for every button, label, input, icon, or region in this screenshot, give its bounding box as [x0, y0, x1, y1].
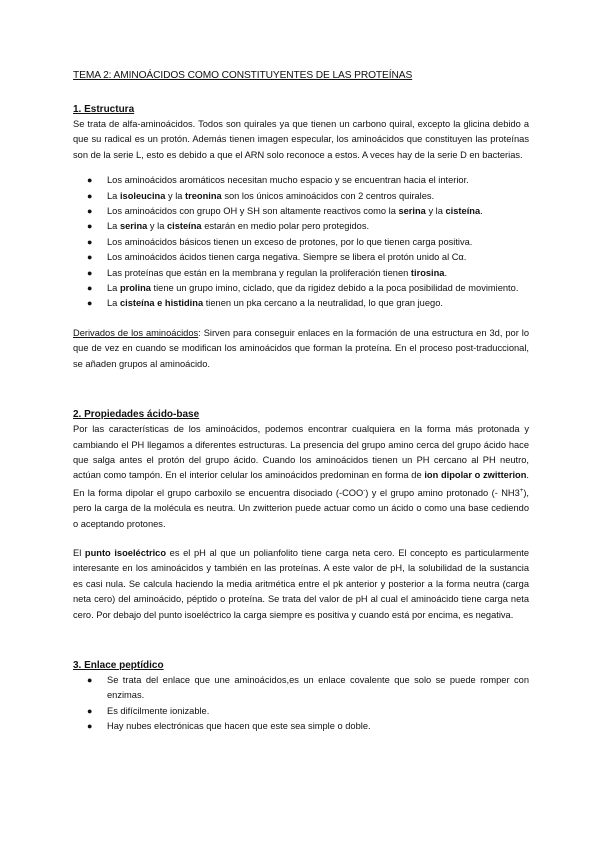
list-item: ● Los aminoácidos con grupo OH y SH son altamente reactivos como la serina y la cisteína.	[87, 206, 483, 217]
list-item: ● La isoleucina y la treonina son los únicos aminoácidos con 2 centros quirales.	[87, 190, 435, 201]
list-item: ● La prolina tiene un grupo imino, ciclado, que da rigidez debido a la poca posibilidad de movimiento.	[87, 283, 519, 294]
list-item: ● La serina y la cisteína estarán en medio polar pero protegidos.	[87, 221, 370, 232]
derivados-paragraph: Derivados de los aminoácidos: Sirven para conseguir enlaces en la formación de una estructura en 3d, por lo que de vez en cuando se modifican los aminoácidos que forman la proteína. En el proceso post-traduccional, se añaden grupos al aminoácido.	[73, 327, 529, 369]
list-item: ● Se trata del enlace que une aminoácidos,es un enlace covalente que solo se puede romper con enzimas.	[87, 675, 529, 701]
section-1-bullet-list	[73, 173, 529, 312]
section-2-paragraph-1: Por las características de los aminoácidos, podemos encontrar cualquiera en la forma más protonada y cambiando el PH llegamos a diferentes estructuras. La presencia del grupo amino cerca del grupo ácido hace que salga antes el protón del grupo ácido. Cuando los aminoácidos tienen un PH cercano al PH neutro, actúan como tampón. En el interior celular los aminoácidos predominan en forma de ion dipolar o zwitterion. En la forma dipolar el grupo carboxilo se encuentra disociado (-COO-) y el grupo amino protonado (- NH3+), pero la carga de la molécula es neutra. Un zwitterion puede actuar como un ácido o como una base cediendo o aceptando protones.	[73, 424, 530, 529]
list-item: ● La cisteína e histidina tienen un pka cercano a la neutralidad, lo que gran juego.	[87, 298, 443, 309]
list-item: ● Hay nubes electrónicas que hacen que este sea simple o doble.	[87, 721, 371, 732]
list-item: ● Los aminoácidos aromáticos necesitan mucho espacio y se encuentran hacia el interior.	[87, 175, 469, 186]
list-item: ● Las proteínas que están en la membrana y regulan la proliferación tienen tirosina.	[87, 267, 448, 278]
list-item: ● Los aminoácidos ácidos tienen carga negativa. Siempre se libera el protón unido al Cα.	[87, 252, 467, 263]
derivados-label: Derivados de los aminoácidos	[73, 327, 199, 338]
list-item: ● Es difícilmente ionizable.	[87, 705, 210, 716]
document-title: TEMA 2: AMINOÁCIDOS COMO CONSTITUYENTES DE LAS PROTEÍNAS	[73, 70, 413, 81]
section-3-bullet-list	[73, 673, 529, 735]
section-2-paragraph-2: El punto isoeléctrico es el pH al que un polianfolito tiene carga neta cero. El concepto es particularmente interesante en los aminoácidos y también en las proteínas. A este valor de pH, la solubilidad de la sustancia es casi nula. Se calcula haciendo la media aritmética entre el pk anterior y posterior a la forma neutra (carga neta cero) del aminoácido, péptido o proteína. Se trata del valor de pH al cual el aminoácido tiene carga neta cero. Por debajo del punto isoeléctrico la carga siempre es positiva y cuando está por encima, es negativa.	[73, 548, 530, 620]
document-content	[73, 70, 529, 735]
section-3-heading: 3. Enlace peptídico	[73, 660, 164, 672]
list-item: ● Los aminoácidos básicos tienen un exceso de protones, por lo que tienen carga positiva.	[87, 236, 473, 247]
section-1-heading: 1. Estructura	[73, 104, 135, 115]
section-2-heading: 2. Propiedades ácido-base	[73, 409, 200, 421]
section-1-intro: Se trata de alfa-aminoácidos. Todos son quirales ya que tienen un carbono quiral, excepto la glicina debido a que su radical es un protón. Además tienen imagen especular, los aminoácidos que constituyen las proteínas son de la serie L, esto es debido a que el ARN solo reconoce a estos. A veces hay de la serie D en bacterias.	[73, 119, 529, 160]
